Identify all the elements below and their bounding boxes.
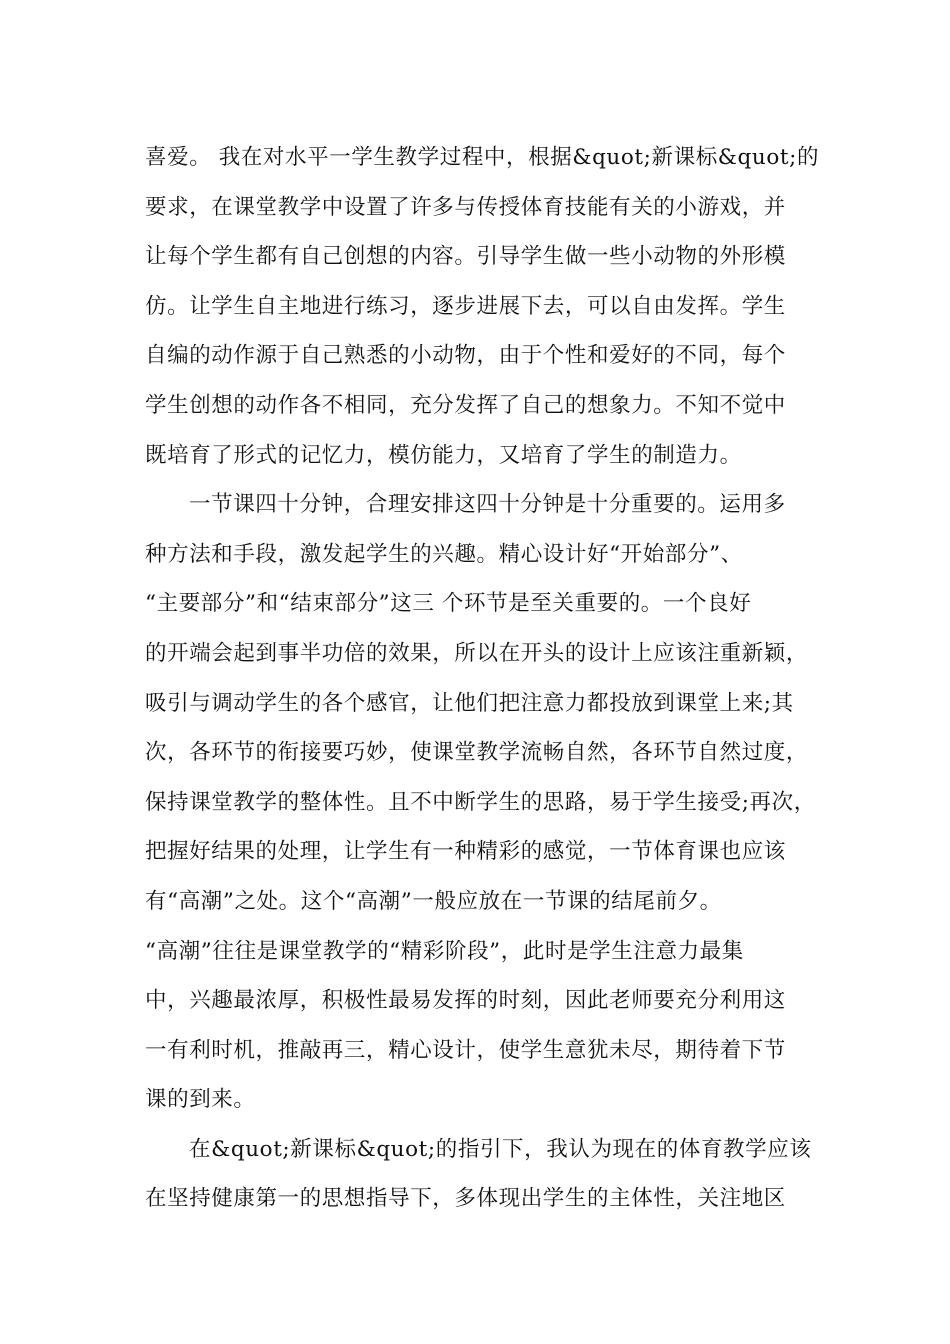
text-line: 一有利时机，推敲再三，精心设计，使学生意犹未尽，期待着下节	[145, 1037, 786, 1063]
text-line: 喜爱。 我在对水平一学生教学过程中，根据&quot;新课标&quot;的	[145, 145, 820, 170]
text-line: “高潮”往往是课堂教学的“精彩阶段”，此时是学生注意力最集	[145, 938, 744, 964]
text-line: 要求，在课堂教学中设置了许多与传授体育技能有关的小游戏，并	[145, 194, 786, 220]
text-line: 既培育了形式的记忆力，模仿能力，又培育了学生的制造力。	[145, 442, 742, 468]
text-line: 有“高潮”之处。这个“高潮”一般应放在一节课的结尾前夕。	[145, 888, 722, 914]
text-line: 中，兴趣最浓厚，积极性最易发挥的时刻，因此老师要充分利用这	[145, 988, 786, 1014]
paragraph-start-line: 一节课四十分钟，合理安排这四十分钟是十分重要的。运用多	[189, 492, 786, 518]
text-line: 保持课堂教学的整体性。且不中断学生的思路，易于学生接受;再次，	[145, 789, 816, 815]
text-line: 自编的动作源于自己熟悉的小动物，由于个性和爱好的不同，每个	[145, 343, 786, 369]
text-line: 次，各环节的衔接要巧妙，使课堂教学流畅自然，各环节自然过度，	[145, 740, 809, 766]
body-text	[145, 133, 820, 1224]
text-line: 把握好结果的处理，让学生有一种精彩的感觉，一节体育课也应该	[145, 839, 786, 865]
text-line: 学生创想的动作各不相同，充分发挥了自己的想象力。不知不觉中	[145, 392, 786, 418]
text-line: 种方法和手段，激发起学生的兴趣。精心设计好“开始部分”、	[145, 541, 743, 567]
paragraph-start-line: 在&quot;新课标&quot;的指引下，我认为现在的体育教学应该	[189, 1136, 812, 1162]
text-line: 仿。让学生自主地进行练习，逐步进展下去，可以自由发挥。学生	[145, 293, 786, 319]
text-line: “主要部分”和“结束部分”这三 个环节是至关重要的。一个良好	[145, 591, 752, 617]
text-line: 让每个学生都有自己创想的内容。引导学生做一些小动物的外形模	[145, 244, 786, 270]
text-line: 课的到来。	[145, 1087, 256, 1113]
text-line: 的开端会起到事半功倍的效果，所以在开头的设计上应该注重新颖，	[145, 640, 809, 666]
text-line: 吸引与调动学生的各个感官，让他们把注意力都投放到课堂上来;其	[145, 690, 794, 716]
text-line: 在坚持健康第一的思想指导下，多体现出学生的主体性，关注地区	[145, 1186, 786, 1212]
